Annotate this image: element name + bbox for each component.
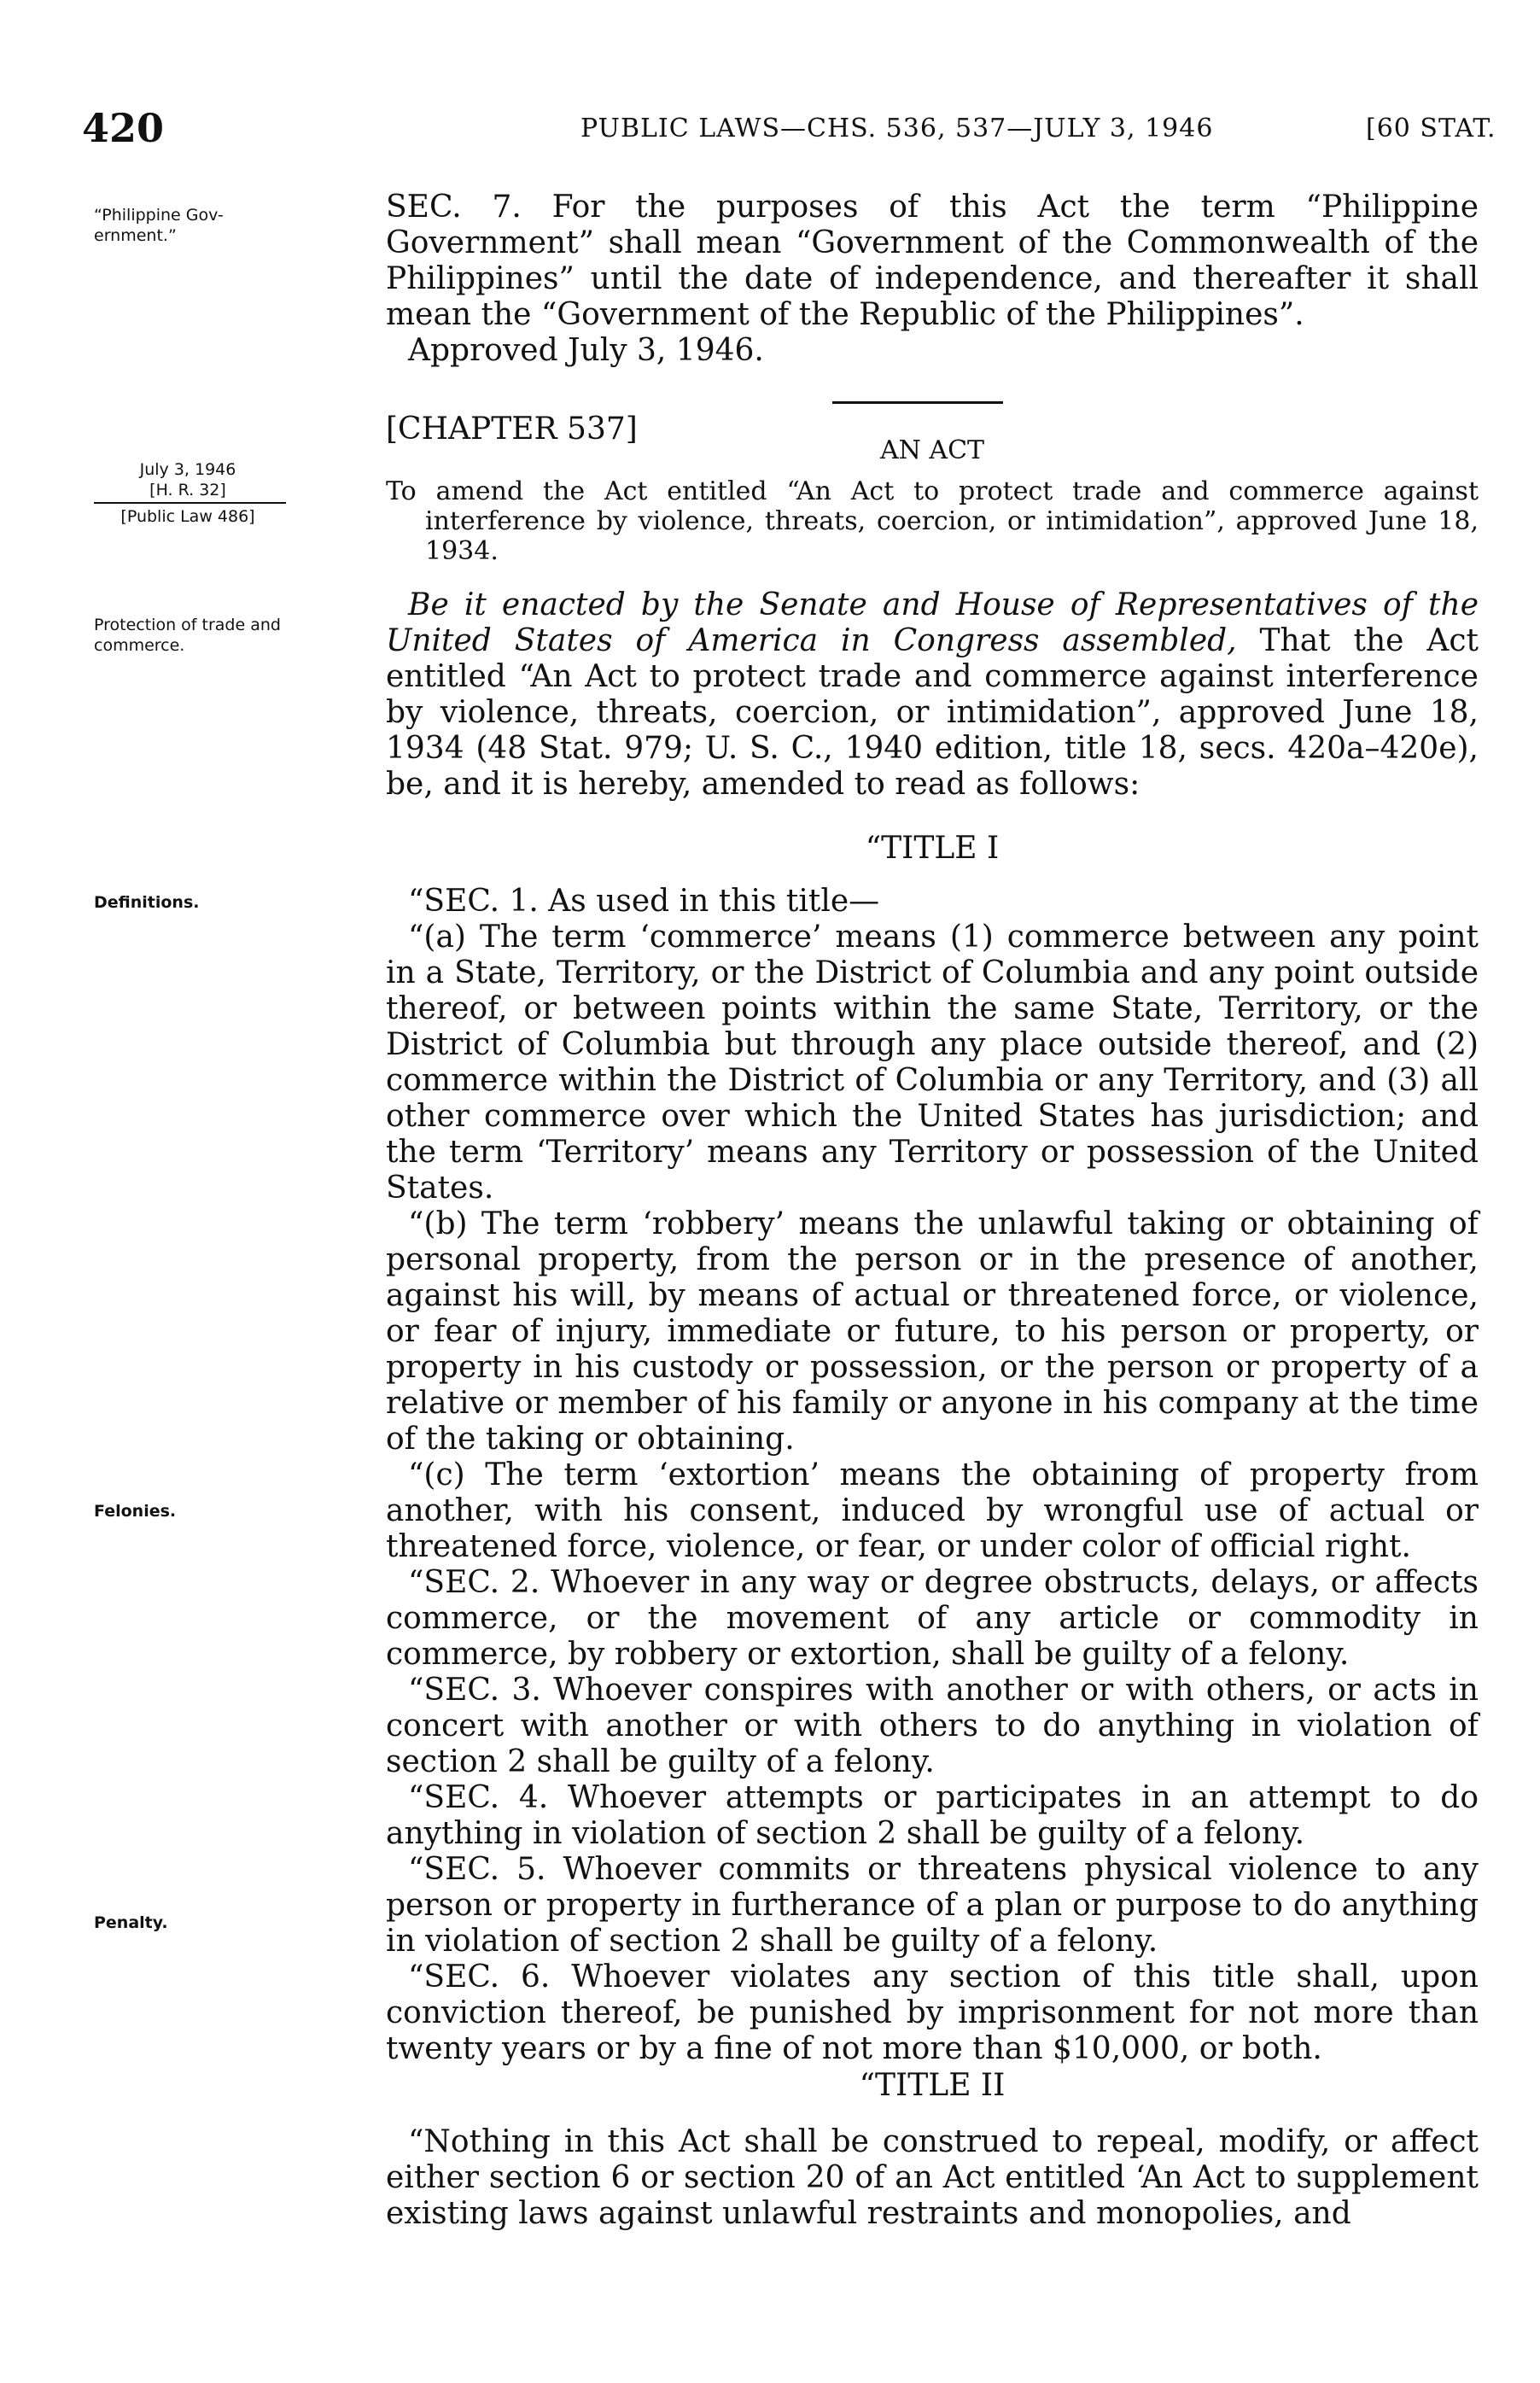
- section-4: “SEC. 4. Whoever attempts or participates in an attempt to do anything in violation of section 2 shall be guilty of a felony.: [386, 1780, 1479, 1851]
- section-2: “SEC. 2. Whoever in any way or degree obstructs, delays, or affects commerce, or the movement of any article or commodity in commerce, by robbery or extortion, shall be guilty of a felony.: [386, 1565, 1479, 1672]
- chapter-divider: [832, 401, 1003, 404]
- enacting-clause-rest: That the Act entitled “An Act to protect trade and commerce against interference by violence, threats, coercion, or intimidation”, approved June 18, 1934 (48 Stat. 979; U. S. C., 1940 edition, title 18, secs. 420a–420e), be, and it is hereby, amended to read as follows:: [386, 623, 1479, 802]
- title-2-text: “Nothing in this Act shall be construed to repeal, modify, or affect either section 6 or section 20 of an Act entitled ‘An Act to supplement existing laws against unlawful restraints and monopolies, and: [386, 2124, 1479, 2231]
- section-7-text: SEC. 7. For the purposes of this Act the term “Philippine Government” shall mean “Government of the Commonwealth of the Philippines” until the date of independence, and thereafter it shall mean the “Government of the Republic of the Philippines”.: [386, 190, 1479, 332]
- section-3: “SEC. 3. Whoever conspires with another or with others, or acts in concert with another or with others to do anything in violation of section 2 shall be guilty of a felony.: [386, 1673, 1479, 1779]
- page-number: 420: [82, 105, 165, 151]
- act-heading: AN ACT: [879, 435, 985, 465]
- enacting-clause: [386, 587, 1479, 803]
- title-2-heading: “TITLE II: [859, 2068, 1006, 2103]
- chapter-label: [CHAPTER 537]: [386, 412, 638, 447]
- margin-note-date: July 3, 1946: [139, 460, 236, 479]
- section-1: “SEC. 1. As used in this title—: [408, 884, 880, 919]
- approved-date: Approved July 3, 1946.: [408, 333, 764, 368]
- enacting-clause-italic: Be it enacted by the Senate and House of Representatives of the United States of America in Congress assembled,: [386, 587, 1479, 658]
- margin-note-definitions: Definitions.: [94, 893, 200, 912]
- margin-note-philippine: “Philippine Gov-ernment.”: [94, 206, 224, 245]
- section-5: “SEC. 5. Whoever commits or threatens physical violence to any person or property in furtherance of a plan or purpose to do anything in violation of section 2 shall be guilty of a felony.: [386, 1852, 1479, 1959]
- volume-reference: [60 STAT.: [1366, 114, 1496, 143]
- title-1-body: [386, 884, 1479, 2067]
- margin-note-felonies: Felonies.: [94, 1502, 177, 1521]
- title-1-heading: “TITLE I: [865, 831, 1000, 866]
- definition-a: “(a) The term ‘commerce’ means (1) commerce between any point in a State, Territory, or the District of Columbia and any point outside thereof, or between points within the same State, Territory, or the District of Columbia but through any place outside thereof, and (2) commerce within the District of Columbia or any Territory, and (3) all other commerce over which the United States has jurisdiction; and the term ‘Territory’ means any Territory or possession of the United States.: [386, 920, 1479, 1206]
- title-2-body: [386, 2124, 1479, 2232]
- section-6: “SEC. 6. Whoever violates any section of this title shall, upon conviction thereof, be punished by imprisonment for not more than twenty years or by a fine of not more than $10,000, or both.: [386, 1960, 1479, 2066]
- running-title: PUBLIC LAWS—CHS. 536, 537—JULY 3, 1946: [580, 114, 1214, 143]
- margin-note-public-law: [Public Law 486]: [120, 507, 255, 526]
- definition-c: “(c) The term ‘extortion’ means the obtaining of property from another, with his consent, induced by wrongful use of actual or threatened force, violence, or fear, or under color of official right.: [386, 1457, 1479, 1564]
- section-7: [386, 190, 1479, 369]
- definition-b: “(b) The term ‘robbery’ means the unlawful taking or obtaining of personal property, from the person or in the presence of another, against his will, by means of actual or threatened force, or violence, or fear of injury, immediate or future, to his person or property, or property in his custody or possession, or the person or property of a relative or member of his family or anyone in his company at the time of the taking or obtaining.: [386, 1206, 1479, 1457]
- margin-divider: [94, 502, 286, 504]
- margin-note-bill: [H. R. 32]: [149, 481, 226, 499]
- act-purpose: [386, 476, 1479, 566]
- margin-note-penalty: Penalty.: [94, 1913, 168, 1932]
- act-purpose-text: To amend the Act entitled “An Act to protect trade and commerce against interference by violence, threats, coercion, or intimidation”, approved June 18, 1934.: [386, 476, 1479, 566]
- margin-note-protection: Protection of trade and commerce.: [94, 616, 281, 655]
